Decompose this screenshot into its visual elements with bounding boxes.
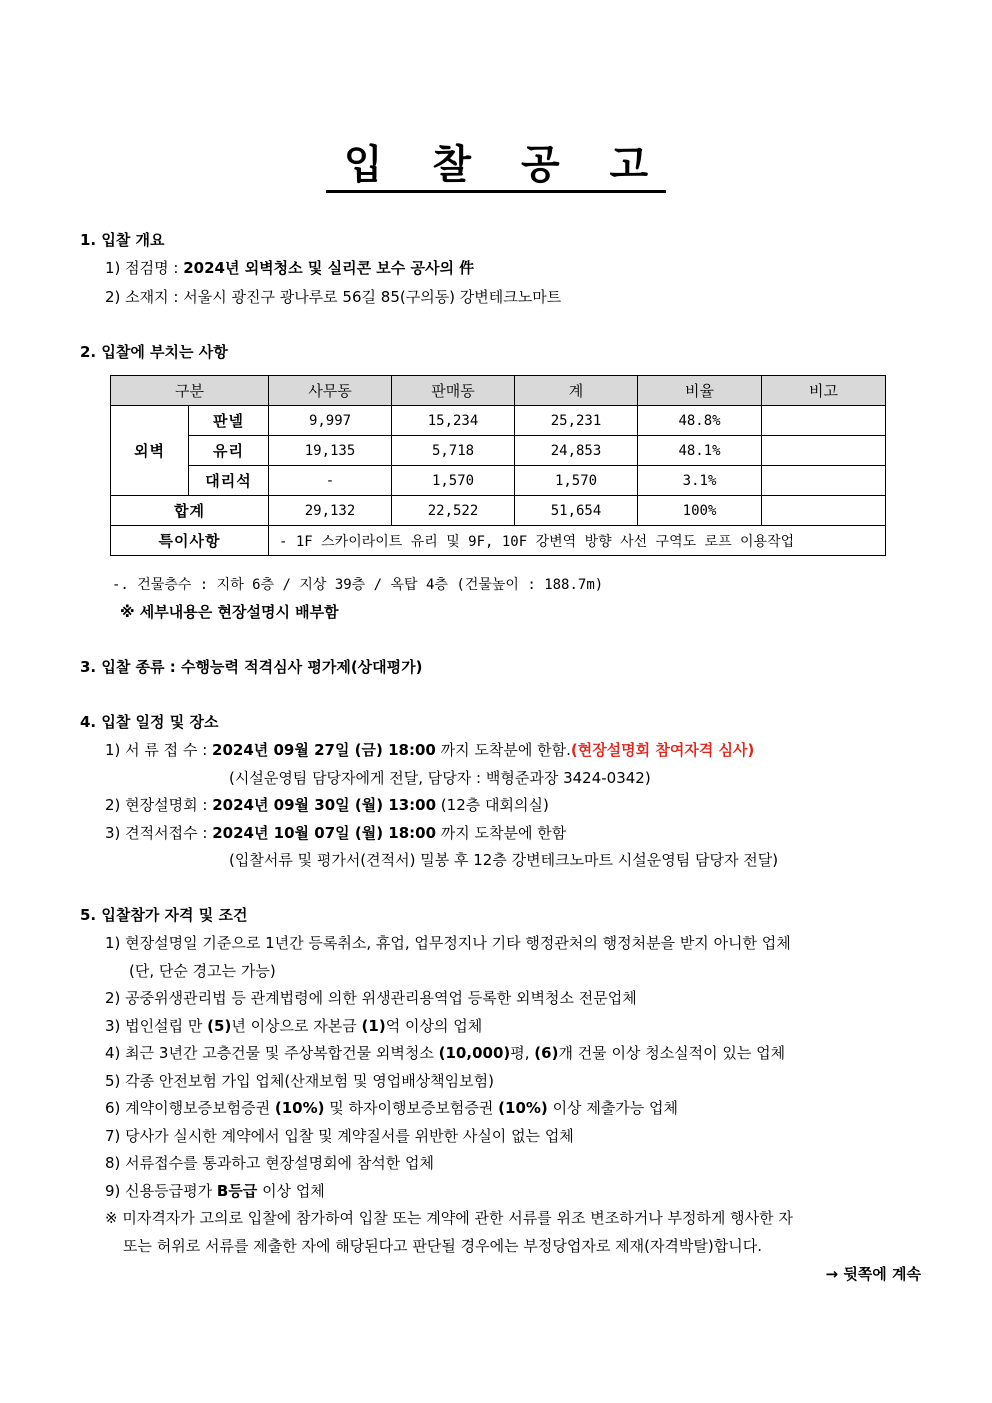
sum-office: 29,132 xyxy=(269,496,392,526)
header-sales: 판매동 xyxy=(392,376,515,406)
section-1-heading: 1. 입찰 개요 xyxy=(80,231,165,249)
qualification-note: (현장설명회 참여자격 심사) xyxy=(570,741,755,759)
continue-note: → 뒷쪽에 계속 xyxy=(825,1265,921,1283)
item-text: 9) 신용등급평가 xyxy=(105,1182,217,1200)
special-label: 특이사항 xyxy=(111,526,269,556)
item-text: 평, xyxy=(510,1044,535,1062)
detail-note: ※ 세부내용은 현장설명시 배부함 xyxy=(120,603,339,621)
condition-item-6 xyxy=(105,1097,678,1118)
schedule-item-3-sub: (입찰서류 및 평가서(견적서) 밀봉 후 12층 강변테크노마트 시설운영팀 담당자 전달) xyxy=(229,851,779,869)
cell-total: 25,231 xyxy=(515,406,638,436)
condition-item-7: 7) 당사가 실시한 계약에서 입찰 및 계약질서를 위반한 사실이 없는 업체 xyxy=(105,1127,574,1145)
header-office: 사무동 xyxy=(269,376,392,406)
header-category: 구분 xyxy=(111,376,269,406)
cell-note xyxy=(762,466,886,496)
disqualification-note-2: 또는 허위로 서류를 제출한 자에 해당된다고 판단될 경우에는 부정당업자로 제재(자격박탈)합니다. xyxy=(123,1237,762,1255)
cell-note xyxy=(762,436,886,466)
item-text: 및 하자이행보증보험증권 xyxy=(324,1099,499,1117)
table-row xyxy=(111,436,886,466)
condition-item-1-sub: (단, 단순 경고는 가능) xyxy=(129,962,276,980)
schedule-item-2 xyxy=(105,794,549,815)
condition-item-3 xyxy=(105,1015,482,1036)
item-text: 이상 제출가능 업체 xyxy=(547,1099,679,1117)
row-label: 대리석 xyxy=(189,466,269,496)
disqualification-note-1: ※ 미자격자가 고의로 입찰에 참가하여 입찰 또는 계약에 관한 서류를 위조 변조하거나 부정하게 행사한 자 xyxy=(105,1209,793,1227)
defect-bond-value: (10%) xyxy=(498,1099,548,1117)
condition-item-8: 8) 서류접수를 통과하고 현장설명회에 참석한 업체 xyxy=(105,1154,435,1172)
cell-ratio: 3.1% xyxy=(638,466,762,496)
sum-note xyxy=(762,496,886,526)
item-label: 1) 점검명 : xyxy=(105,259,184,277)
sum-ratio: 100% xyxy=(638,496,762,526)
item-label: 3) 견적서접수 : xyxy=(105,824,213,842)
item-label: 2) 현장설명회 : xyxy=(105,796,213,814)
contract-bond-value: (10%) xyxy=(274,1099,325,1117)
item-text: 이상 업체 xyxy=(257,1182,325,1200)
table-special-row xyxy=(111,526,886,556)
sum-label: 합계 xyxy=(111,496,269,526)
item-text: 3) 법인설립 만 xyxy=(105,1017,208,1035)
section-5-heading: 5. 입찰참가 자격 및 조건 xyxy=(80,906,248,924)
condition-item-9 xyxy=(105,1180,325,1201)
cell-office: 9,997 xyxy=(269,406,392,436)
cell-note xyxy=(762,406,886,436)
item-label: 1) 서 류 접 수 : xyxy=(105,741,213,759)
years-value: (5) xyxy=(207,1017,232,1035)
schedule-item-1 xyxy=(105,739,754,760)
building-count-value: (6) xyxy=(534,1044,559,1062)
item-text: 개 건물 이상 청소실적이 있는 업체 xyxy=(558,1044,786,1062)
project-name: 2024년 외벽청소 및 실리콘 보수 공사의 件 xyxy=(183,259,475,277)
section-3-heading: 3. 입찰 종류 : 수행능력 적격심사 평가제(상대평가) xyxy=(80,658,423,676)
schedule-item-1-sub: (시설운영팀 담당자에게 전달, 담당자 : 백형준과장 3424-0342) xyxy=(229,769,651,787)
table-row xyxy=(111,466,886,496)
estimate-deadline: 2024년 10월 07일 (월) 18:00 xyxy=(212,824,437,842)
item-text: 까지 도착분에 한함 xyxy=(436,824,567,842)
sum-sales: 22,522 xyxy=(392,496,515,526)
condition-item-4 xyxy=(105,1042,785,1063)
row-label: 판넬 xyxy=(189,406,269,436)
briefing-date: 2024년 09월 30일 (월) 13:00 xyxy=(212,796,437,814)
schedule-item-3 xyxy=(105,822,566,843)
cell-sales: 1,570 xyxy=(392,466,515,496)
bid-items-table xyxy=(110,375,886,556)
table-header-row xyxy=(111,376,886,406)
area-value: (10,000) xyxy=(438,1044,511,1062)
section-1-item-2: 2) 소재지 : 서울시 광진구 광나루로 56길 85(구의동) 강변테크노마트 xyxy=(105,288,562,306)
section-4-heading: 4. 입찰 일정 및 장소 xyxy=(80,713,219,731)
document-deadline: 2024년 09월 27일 (금) 18:00 xyxy=(212,741,436,759)
building-floors: -. 건물층수 : 지하 6층 / 지상 39층 / 옥탑 4층 (건물높이 : 188.7m) xyxy=(112,577,604,593)
item-text: 까지 도착분에 한함. xyxy=(435,741,571,759)
item-text: 4) 최근 3년간 고층건물 및 주상복합건물 외벽청소 xyxy=(105,1044,439,1062)
cell-total: 24,853 xyxy=(515,436,638,466)
item-text: 년 이상으로 자본금 xyxy=(231,1017,362,1035)
credit-grade-value: B등급 xyxy=(216,1182,258,1200)
cell-office: 19,135 xyxy=(269,436,392,466)
item-text: 6) 계약이행보증보험증권 xyxy=(105,1099,275,1117)
special-value: - 1F 스카이라이트 유리 및 9F, 10F 강변역 방향 사선 구역도 로프 이용작업 xyxy=(269,526,886,556)
cell-office: - xyxy=(269,466,392,496)
condition-item-5: 5) 각종 안전보험 가입 업체(산재보험 및 영업배상책임보험) xyxy=(105,1072,494,1090)
page-title: 입 찰 공 고 xyxy=(0,133,992,190)
cell-ratio: 48.1% xyxy=(638,436,762,466)
cell-ratio: 48.8% xyxy=(638,406,762,436)
header-note: 비고 xyxy=(762,376,886,406)
cell-total: 1,570 xyxy=(515,466,638,496)
sum-total: 51,654 xyxy=(515,496,638,526)
table-sum-row xyxy=(111,496,886,526)
condition-item-1: 1) 현장설명일 기준으로 1년간 등록취소, 휴업, 업무정지나 기타 행정관처의 행정처분을 받지 아니한 업체 xyxy=(105,934,791,952)
cell-sales: 15,234 xyxy=(392,406,515,436)
item-text: 억 이상의 업체 xyxy=(385,1017,483,1035)
item-text: (12층 대회의실) xyxy=(436,796,549,814)
section-2-heading: 2. 입찰에 부치는 사항 xyxy=(80,343,228,361)
section-1-item-1 xyxy=(105,257,474,278)
condition-item-2: 2) 공중위생관리법 등 관계법령에 의한 위생관리용역업 등록한 외벽청소 전문업체 xyxy=(105,989,637,1007)
cell-sales: 5,718 xyxy=(392,436,515,466)
header-total: 계 xyxy=(515,376,638,406)
table-row xyxy=(111,406,886,436)
group-label: 외벽 xyxy=(111,406,189,496)
capital-value: (1) xyxy=(361,1017,386,1035)
row-label: 유리 xyxy=(189,436,269,466)
header-ratio: 비율 xyxy=(638,376,762,406)
